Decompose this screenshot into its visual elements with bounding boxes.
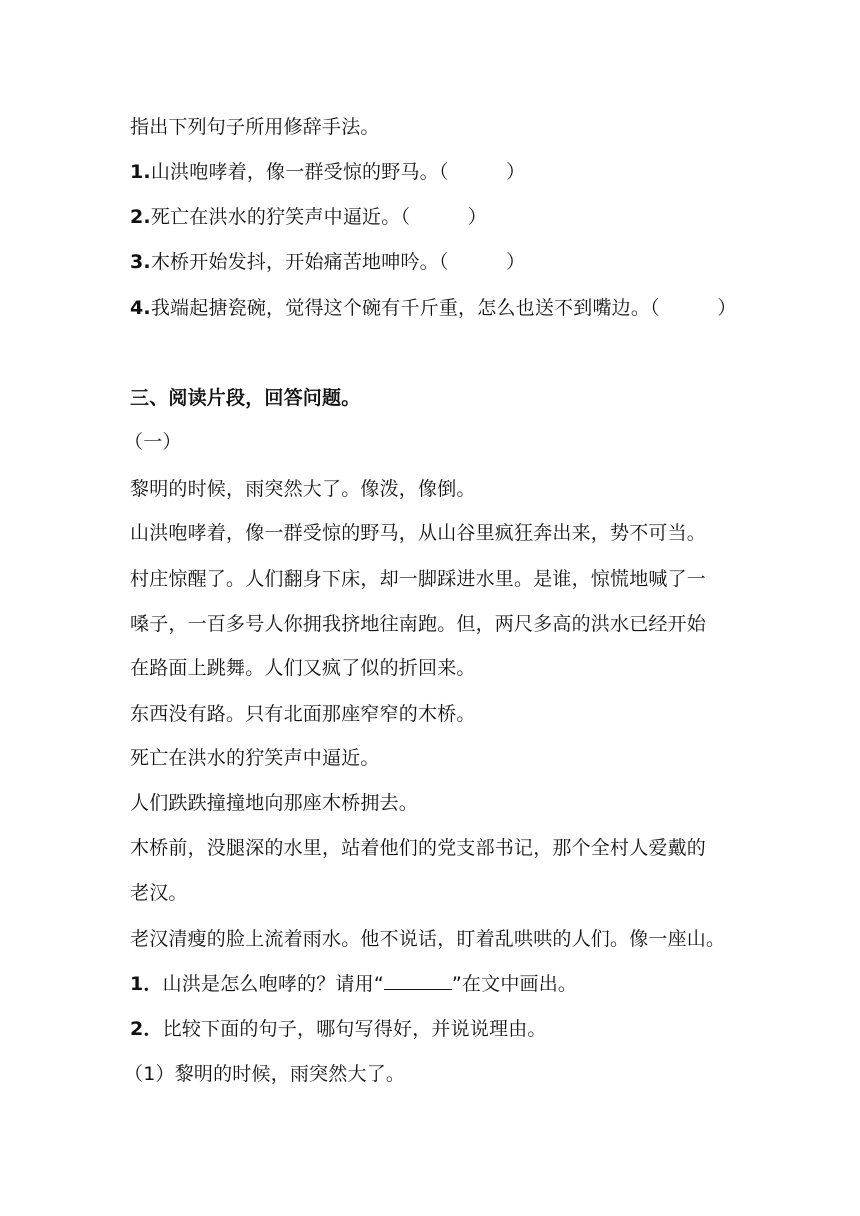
rhetoric-item-4 (130, 296, 737, 320)
item-number: 3. (130, 251, 151, 273)
rhetoric-instruction: 指出下列句子所用修辞手法。 (130, 116, 380, 138)
question-2-sub-1: （1）黎明的时候，雨突然大了。 (124, 1063, 406, 1085)
rhetoric-item-3 (130, 250, 525, 274)
item-text: 我端起搪瓷碗，觉得这个碗有千斤重，怎么也送不到嘴边。（ ） (150, 297, 737, 319)
passage-line: 东西没有路。只有北面那座窄窄的木桥。 (130, 703, 476, 725)
passage-line: 村庄惊醒了。人们翻身下床，却一脚踩进水里。是谁，惊慌地喊了一 (130, 568, 707, 590)
item-text: 死亡在洪水的狞笑声中逼近。（ ） (150, 206, 487, 228)
question-number: 1． (130, 973, 163, 995)
question-text: 比较下面的句子，哪句写得好，并说说理由。 (162, 1018, 547, 1040)
question-1 (130, 972, 577, 996)
question-text: ”在文中画出。 (451, 973, 578, 995)
item-text: 山洪咆哮着，像一群受惊的野马。（ ） (150, 161, 526, 183)
rhetoric-item-1 (130, 160, 525, 184)
passage-line: 山洪咆哮着，像一群受惊的野马，从山谷里疯狂奔出来，势不可当。 (130, 522, 707, 544)
item-number: 4. (130, 297, 151, 319)
part-label: （一） (124, 431, 182, 453)
rhetoric-item-2 (130, 205, 487, 229)
passage-line: 老汉清瘦的脸上流着雨水。他不说话，盯着乱哄哄的人们。像一座山。 (130, 928, 726, 950)
passage-line: 人们跌跌撞撞地向那座木桥拥去。 (130, 792, 419, 814)
passage-line: 黎明的时候，雨突然大了。像泼，像倒。 (130, 478, 476, 500)
item-text: 木桥开始发抖，开始痛苦地呻吟。（ ） (150, 251, 526, 273)
passage-line: 木桥前，没腿深的水里，站着他们的党支部书记，那个全村人爱戴的 (130, 837, 707, 859)
question-2 (130, 1017, 547, 1041)
passage-line: 嗓子，一百多号人你拥我挤地往南跑。但，两尺多高的洪水已经开始 (130, 613, 707, 635)
item-number: 2. (130, 206, 151, 228)
passage-line: 死亡在洪水的狞笑声中逼近。 (130, 747, 380, 769)
item-number: 1. (130, 161, 151, 183)
passage-line: 在路面上跳舞。人们又疯了似的折回来。 (130, 657, 476, 679)
section-heading: 三、阅读片段，回答问题。 (130, 387, 361, 409)
question-number: 2． (130, 1018, 163, 1040)
underline-blank (384, 975, 452, 990)
question-text: 山洪是怎么咆哮的？请用“ (162, 973, 384, 995)
passage-line: 老汉。 (130, 882, 188, 904)
